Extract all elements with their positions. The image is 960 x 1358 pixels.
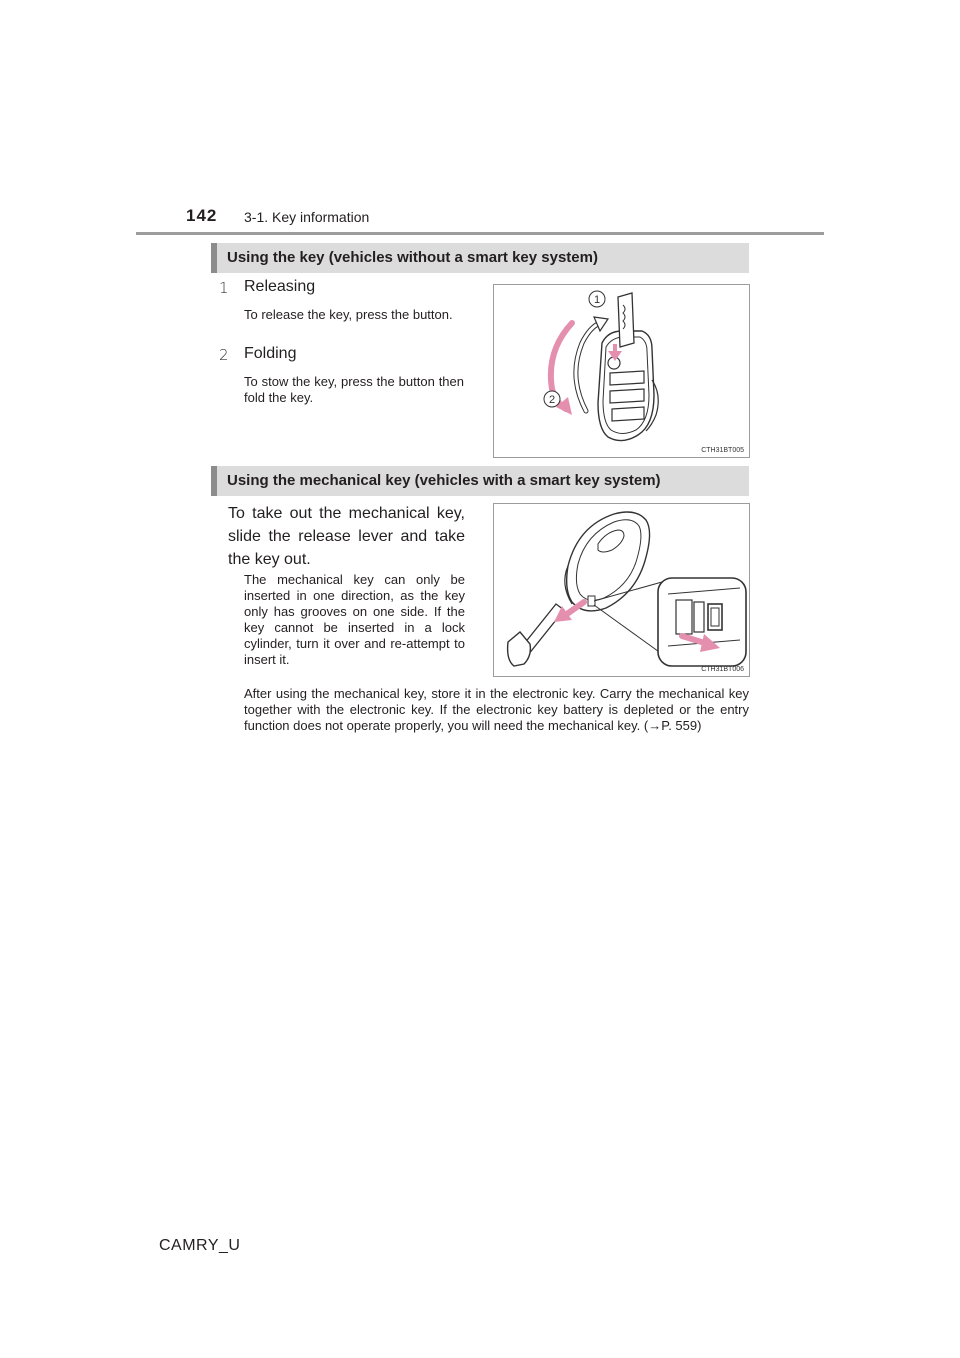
- reference-arrow-icon: →: [648, 718, 662, 733]
- figure-code-1: CTH31BT005: [701, 447, 744, 454]
- callout-1: 1: [593, 294, 601, 306]
- after-use-text: After using the mechanical key, store it in the electronic key. Carry the mechanical key together with the electronic key. If the electronic key battery is depleted or the entry function does not operate properly, you will need the mechanical key. (: [244, 686, 749, 733]
- callout-2: 2: [548, 394, 556, 406]
- mechanical-key-note: The mechanical key can only be inserted in one direction, as the key only has grooves on one side. If the key cannot be inserted in a lock cylinder, turn it over and re-attempt to insert it.: [244, 572, 465, 667]
- step-text-releasing: To release the key, press the button.: [244, 307, 453, 322]
- after-use-close: ): [697, 718, 702, 733]
- step-number-2: 2: [219, 346, 229, 364]
- figure-mechanical-key: [493, 503, 750, 677]
- step-number-1: 1: [219, 279, 229, 297]
- section-title: 3-1. Key information: [244, 209, 370, 225]
- figure-code-2: CTH31BT006: [701, 666, 744, 673]
- step-heading-releasing: Releasing: [244, 278, 316, 295]
- folding-key-illustration: [494, 285, 749, 457]
- mechanical-key-illustration: [494, 504, 749, 676]
- header-rule: [136, 232, 824, 235]
- footer-model: CAMRY_U: [159, 1237, 241, 1254]
- section-heading-key-text: Using the key (vehicles without a smart key system): [227, 249, 598, 266]
- page-reference-link[interactable]: P. 559: [661, 718, 698, 733]
- section-heading-key: [211, 243, 749, 273]
- figure-folding-key: [493, 284, 750, 458]
- step-heading-folding: Folding: [244, 345, 297, 362]
- section-heading-mechanical-key-text: Using the mechanical key (vehicles with a smart key system): [227, 472, 661, 489]
- page-number: 142: [186, 206, 218, 225]
- mechanical-key-instructions: To take out the mechanical key, slide the release lever and take the key out.: [228, 505, 465, 568]
- step-text-folding: To stow the key, press the button then fold the key.: [244, 374, 464, 405]
- section-heading-mechanical-key: [211, 466, 749, 496]
- after-use-paragraph: [244, 686, 749, 734]
